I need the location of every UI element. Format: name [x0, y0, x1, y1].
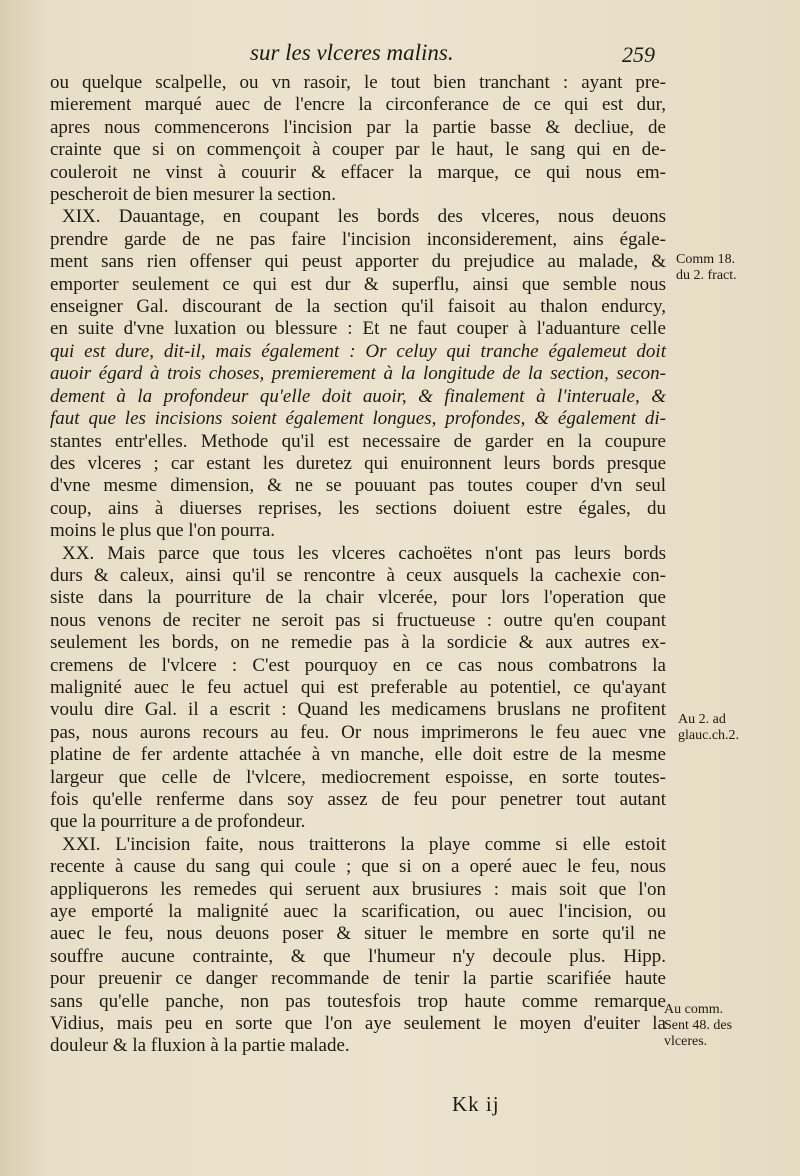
text-line: auoir égard à trois choses, premierement à la longitude de la section, secon-: [50, 363, 666, 385]
text-line: aye emporté la malignité auec la scarification, ou auec l'incision, ou: [50, 901, 666, 923]
text-line: que la pourriture a de profondeur.: [50, 811, 306, 833]
text-line: XX. Mais parce que tous les vlceres cachoëtes n'ont pas leurs bords: [62, 542, 666, 564]
margin-note-line: vlceres.: [664, 1034, 708, 1049]
text-line: douleur & la fluxion à la partie malade.: [50, 1035, 350, 1057]
text-line: Vidius, mais peu en sorte que l'on aye seulement le moyen d'euiter la: [50, 1013, 666, 1035]
text-line: largeur que celle de l'vlcere, mediocrement espoisse, en sorte toutes-: [50, 766, 666, 788]
margin-note: [676, 252, 776, 284]
margin-note: [678, 712, 778, 744]
margin-note-line: du 2. fract.: [676, 268, 737, 283]
text-line: fois qu'elle renferme dans soy assez de feu pour penetrer tout autant: [50, 789, 666, 810]
text-line: faut que les incisions soient également longues, profondes, & également di-: [50, 408, 666, 430]
text-line: enseigner Gal. discourant de la section qu'il faisoit au thalon endurcy,: [50, 296, 666, 318]
text-line: pas, nous aurons recours au feu. Or nous imprimerons le feu auec vne: [50, 721, 666, 743]
text-line: pour preuenir ce danger recommande de tenir la partie scarifiée haute: [50, 968, 666, 990]
text-line: qui est dure, dit-il, mais également : Or celuy qui tranche égalemeut doit: [50, 340, 666, 362]
margin-note-line: glauc.ch.2.: [678, 728, 740, 743]
text-line: stantes entr'elles. Methode qu'il est necessaire de garder en la coupure: [50, 430, 666, 452]
margin-note-line: Au comm.: [664, 1002, 724, 1017]
text-line: pescheroit de bien mesurer la section.: [50, 184, 336, 206]
text-line: ment sans rien offenser qui peust apporter du prejudice au malade, &: [50, 251, 666, 273]
text-line: cremens de l'vlcere : C'est pourquoy en ce cas nous combatrons la: [50, 654, 666, 676]
text-line: durs & caleux, ainsi qu'il se rencontre à ceux ausquels la cachexie con-: [50, 564, 666, 586]
text-line: coup, ains à diuerses reprises, les sections doiuent estre égales, du: [50, 497, 666, 519]
margin-note-line: Sent 48. des: [664, 1018, 733, 1033]
text-line: platine de fer ardente attachée à vn manche, elle doit estre de la mesme: [50, 744, 666, 766]
text-line: moins le plus que l'on pourra.: [50, 520, 276, 542]
text-line: recente à cause du sang qui coule ; que si on a operé auec le feu, nous: [50, 856, 666, 878]
text-line: souffre aucune contrainte, & que l'humeur n'y decoule plus. Hipp.: [50, 945, 666, 967]
text-line: seulement les bords, on ne remedie pas à la sordicie & aux autres ex-: [50, 632, 666, 654]
text-line: en suite d'vne luxation ou blessure : Et ne faut couper à l'aduanture celle: [50, 318, 666, 340]
text-line: prendre garde de ne pas faire l'incision inconsiderement, ains égale-: [50, 228, 666, 250]
page-number: 259: [622, 42, 655, 67]
text-line: malignité auec le feu actuel qui est preferable au potentiel, ce qu'ayant: [50, 676, 666, 698]
text-line: dement à la profondeur qu'elle doit auoir, & finalement à l'interuale, &: [50, 385, 666, 407]
text-line: sans qu'elle panche, non pas toutesfois trop haute comme remarque: [50, 990, 666, 1012]
text-line: appliquerons les remedes qui seruent aux brusiures : mais soit que l'on: [50, 878, 666, 900]
body-text: [50, 72, 666, 1058]
margin-note-line: Comm 18.: [676, 252, 736, 267]
text-line: XIX. Dauantage, en coupant les bords des vlceres, nous deuons: [62, 206, 666, 228]
text-line: apres nous commencerons l'incision par la partie basse & decliue, de: [50, 116, 666, 138]
text-line: couleroit ne vinst à couurir & effacer la marque, ce qui nous em-: [50, 161, 666, 183]
page-header: [250, 40, 670, 70]
margin-note-line: Au 2. ad: [678, 712, 726, 727]
text-line: XXI. L'incision faite, nous traitterons la playe comme si elle estoit: [62, 833, 666, 855]
text-line: siste dans la pourriture de la chair vlcerée, pour lors l'operation que: [50, 587, 666, 609]
margin-note: [664, 1002, 764, 1050]
signature-mark: Kk ij: [452, 1092, 500, 1116]
text-line: crainte que si on commençoit à couper par le haut, le sang qui en de-: [50, 139, 666, 161]
text-line: emporter seulement ce qui est dur & superflu, ainsi que semble nous: [50, 273, 666, 295]
text-line: voulu dire Gal. il a escrit : Quand les medicamens bruslans ne profitent: [50, 699, 666, 721]
text-line: auec le feu, nous deuons poser & situer le membre en sorte qu'il ne: [50, 923, 666, 945]
text-line: mierement marqué auec de l'encre la circonferance de ce qui est dur,: [50, 94, 666, 116]
text-line: ou quelque scalpelle, ou vn rasoir, le tout bien tranchant : ayant pre-: [50, 72, 666, 93]
running-title: sur les vlceres malins.: [250, 40, 454, 65]
text-line: d'vne mesme dimension, & ne se pouuant pas toutes couper d'vn seul: [50, 475, 666, 497]
text-line: des vlceres ; car estant les duretez qui enuironnent leurs bords presque: [50, 452, 666, 474]
text-line: nous venons de reciter ne seroit pas si fructueuse : outre qu'en coupant: [50, 609, 666, 631]
